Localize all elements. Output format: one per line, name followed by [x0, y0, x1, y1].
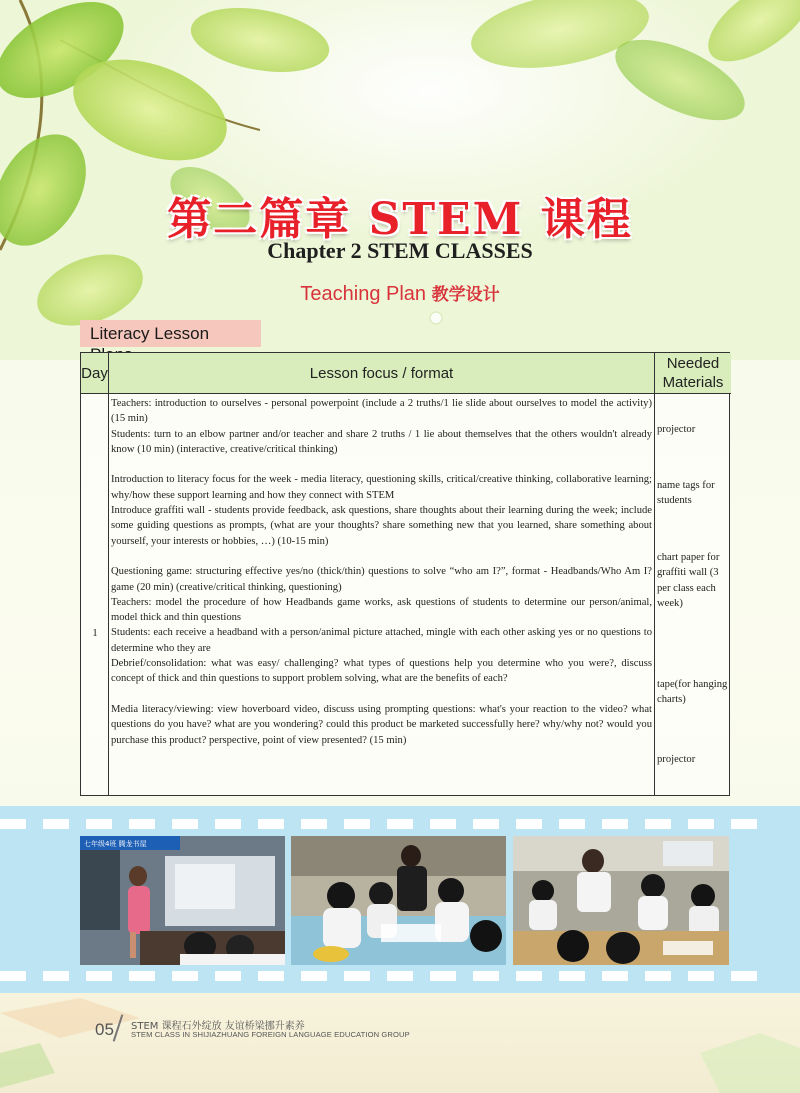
subtitle-en: Teaching Plan	[300, 283, 427, 305]
focus-paragraph: Introduction to literacy focus for the week - media literacy, questioning skills, critical/creative thinking, collaborative learning; why/how these support learning and how they connect with STEM	[111, 474, 652, 501]
material-item: name tags for students	[657, 480, 715, 507]
focus-paragraph: Media literacy/viewing: view hoverboard video, discuss using prompting questions: what's your reaction to the video? what questions do you have? what are you wondering? could this product be marketed successfully here? why/why not? would you purchase this product? perspective, point of view presented? (15 min)	[111, 703, 652, 746]
film-holes-top	[0, 819, 800, 831]
spacer	[111, 687, 652, 702]
focus-paragraph: Debrief/consolidation: what was easy/ challenging? what types of questions help you determine who you were?, discuss concept of thick and thin questions to support problem solving, what are the benefits of each?	[111, 658, 652, 685]
class-discussion-image	[513, 836, 729, 965]
footer-slogan-cn: STEM 课程石外绽放 友谊桥梁挪升素养	[131, 1021, 305, 1032]
focus-paragraph: Introduce graffiti wall - students provide feedback, ask questions, share thoughts about their learning during the week; include some guiding questions as prompts, (what are your thoughts? share something new that you learned, share something about yourself, your interests or hobbies, …) (10-15 min)	[111, 505, 652, 547]
lesson-focus-column	[109, 394, 655, 795]
spacer	[111, 457, 652, 472]
footer-decoration	[0, 993, 800, 1093]
focus-paragraph: Questioning game: structuring effective yes/no (thick/thin) questions to solve “who am I?”, format - Headbands/Who Am I? game (20 min) (creative/critical thinking, questioning)	[111, 566, 652, 593]
header-lesson-focus: Lesson focus / format	[109, 353, 655, 394]
day-number: 1	[92, 627, 98, 639]
lesson-plan-table	[80, 352, 730, 796]
classroom-photo-2	[291, 836, 506, 965]
classroom-photo-3	[513, 836, 729, 965]
page-number: 05	[95, 1020, 114, 1039]
focus-paragraph: Teachers: introduction to ourselves - personal powerpoint (include a 2 truths/1 lie slide about ourselves to model the activity) (15 min)	[111, 398, 652, 425]
spacer	[111, 549, 652, 564]
header-day: Day	[81, 353, 109, 394]
focus-paragraph: Teachers: model the procedure of how Headbands game works, ask questions of students to determine our person/animal, model thick and thin questions	[111, 596, 652, 624]
chapter-title-cn: 第二篇章 STEM 课程	[167, 194, 633, 245]
group-work-image	[291, 836, 506, 965]
material-item: tape(for hanging charts)	[657, 679, 728, 706]
footer-slogan-en: STEM CLASS IN SHIJIAZHUANG FOREIGN LANGUAGE EDUCATION GROUP	[131, 1030, 410, 1039]
material-item: projector	[657, 754, 696, 765]
section-label: Literacy Lesson	[80, 320, 261, 347]
materials-column	[655, 394, 731, 795]
material-item: chart paper for graffiti wall (3 per class each week)	[657, 552, 720, 609]
chapter-title-en: Chapter 2 STEM CLASSES	[267, 238, 533, 263]
focus-paragraph: Students: turn to an elbow partner and/or teacher and share 2 truths / 1 lie about themselves that the others wouldn't already know (10 min) (interactive, creative/critical thinking)	[111, 428, 652, 455]
footer-background	[0, 993, 800, 1093]
header-needed-materials: Needed Materials	[655, 353, 731, 394]
banner-text: 七年级4班 腾龙书屋	[84, 840, 147, 848]
subtitle-cn: 教学设计	[431, 285, 500, 305]
day-column	[81, 394, 109, 795]
teaching-plan-subtitle	[0, 280, 800, 306]
classroom-teacher-image	[80, 836, 285, 965]
film-holes-bottom	[0, 971, 800, 983]
material-item: projector	[657, 424, 696, 435]
focus-paragraph: Students: each receive a headband with a person/animal picture attached, mingle with each other asking yes or no questions to determine who they are	[111, 627, 652, 654]
classroom-photo-1	[80, 836, 285, 965]
leaf-background	[0, 0, 800, 360]
